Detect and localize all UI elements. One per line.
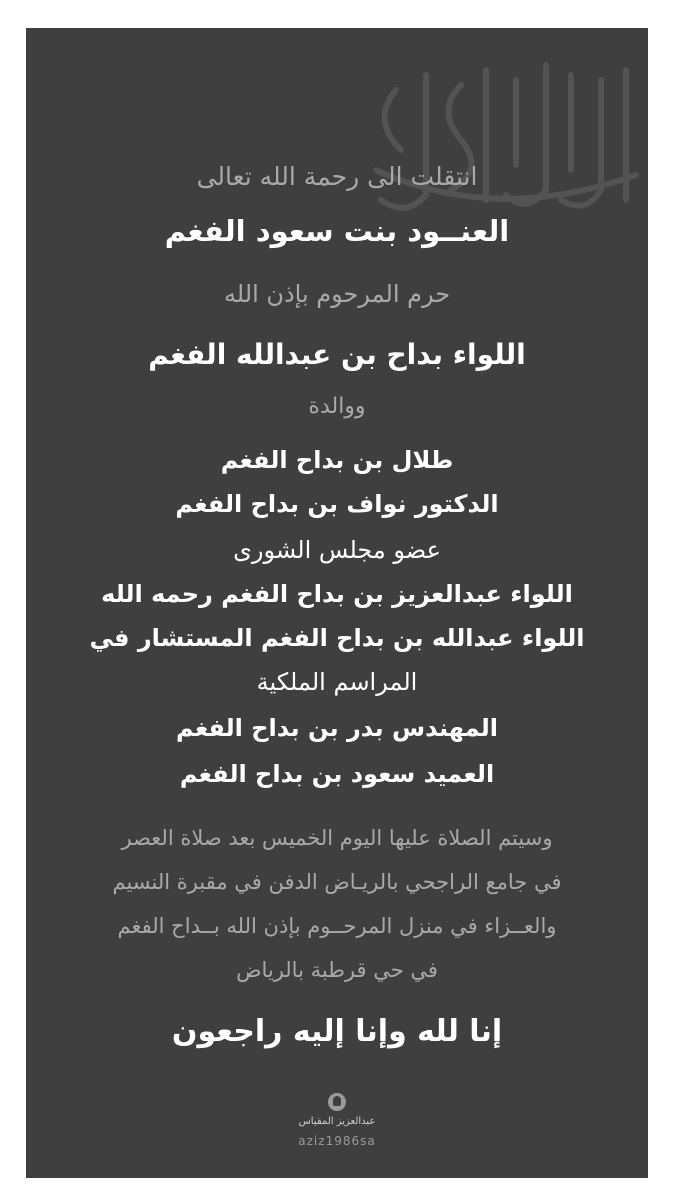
notice-line: في حي قرطبة بالرياض — [236, 958, 438, 982]
credit-handle: aziz1986sa — [298, 1134, 376, 1148]
calligraphy-watermark — [356, 50, 646, 225]
credit-name: عبدالعزيز المقياس — [298, 1116, 376, 1127]
relation-wife: حرم المرحوم بإذن الله — [223, 280, 451, 308]
husband-name: اللواء بداح بن عبدالله الفغم — [148, 338, 526, 371]
notice-line: والعــزاء في منزل المرحــوم بإذن الله بــداح الفغم — [117, 914, 557, 938]
relation-mother: ووالدة — [308, 394, 366, 419]
son-title-line: عضو مجلس الشورى — [233, 536, 441, 564]
son-line: اللواء عبدالله بن بداح الفغم المستشار في — [89, 624, 585, 652]
intro-line: انتقلت الى رحمة الله تعالى — [196, 162, 478, 191]
notice-line: في جامع الراجحي بالريـاض الدفن في مقبرة النسيم — [112, 870, 562, 894]
son-line: اللواء عبدالعزيز بن بداح الفغم رحمه الله — [101, 580, 573, 608]
closing-prayer: إنا لله وإنا إليه راجعون — [171, 1014, 503, 1049]
deceased-name: العنــود بنت سعود الفغم — [164, 214, 510, 248]
notice-line: وسيتم الصلاة عليها اليوم الخميس بعد صلاة العصر — [121, 826, 553, 850]
son-line: طلال بن بداح الفغم — [220, 446, 454, 474]
son-line: الدكتور نواف بن بداح الفغم — [175, 490, 499, 518]
son-title-line: المراسم الملكية — [256, 668, 418, 696]
son-line: العميد سعود بن بداح الفغم — [179, 760, 495, 788]
son-line: المهندس بدر بن بداح الفغم — [176, 714, 498, 742]
snapchat-ghost-icon — [328, 1093, 346, 1111]
condolence-card — [26, 28, 648, 1178]
